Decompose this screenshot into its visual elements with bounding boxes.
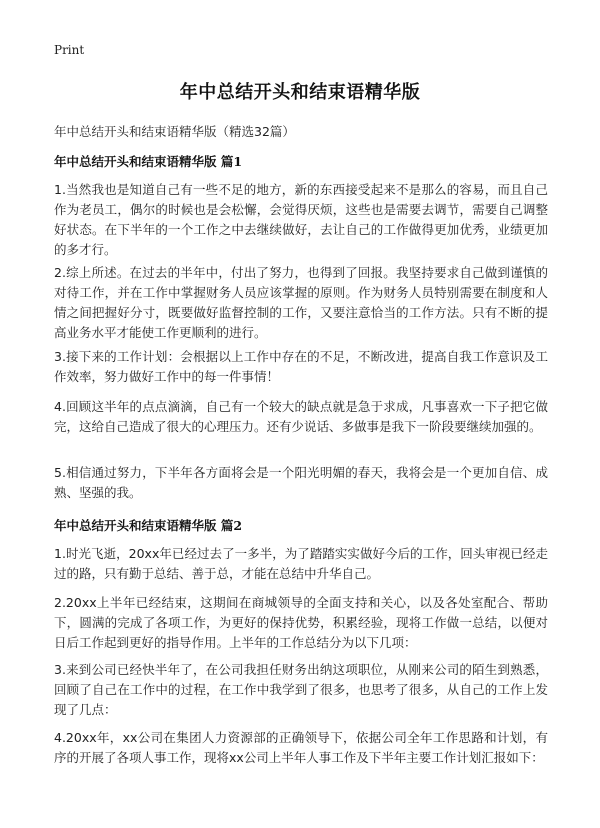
document-subtitle: 年中总结开头和结束语精华版（精选32篇） (54, 124, 295, 139)
paragraph: 5.相信通过努力，下半年各方面将会是一个阳光明媚的春天，我将会是一个更加自信、成熟、坚强的我。 (54, 465, 548, 500)
paragraph: 1.当然我也是知道自己有一些不足的地方，新的东西接受起来不是那么的容易，而且自己作为老员工，偶尔的时候也是会松懈，会觉得厌烦，这些也是需要去调节，需要自己调整好状态。在下半年的一个工作之中去继续做好，去让自己的工作做得更加优秀，业绩更加的多才行。 (54, 182, 548, 257)
paragraph: 3.来到公司已经快半年了，在公司我担任财务出纳这项职位，从刚来公司的陌生到熟悉，回顾了自己在工作中的过程，在工作中我学到了很多，也思考了很多，从自己的工作上发现了几点： (54, 662, 548, 717)
section-heading-2: 年中总结开头和结束语精华版 篇2 (54, 518, 243, 533)
paragraph: 4.20xx年，xx公司在集团人力资源部的正确领导下，依据公司全年工作思路和计划，有序的开展了各项人事工作，现将xx公司上半年人事工作及下半年主要工作计划汇报如下： (54, 730, 548, 765)
section-heading-1: 年中总结开头和结束语精华版 篇1 (54, 154, 243, 169)
paragraph: 4.回顾这半年的点点滴滴，自己有一个较大的缺点就是急于求成，凡事喜欢一下子把它做完，这给自己造成了很大的心理压力。还有少说话、多做事是我下一阶段要继续加强的。 (54, 399, 548, 434)
paragraph: 2.20xx上半年已经结束，这期间在商城领导的全面支持和关心，以及各处室配合、帮助下，圆满的完成了各项工作，为更好的保持优势，积累经验，现将工作做一总结，以便对日后工作起到更好的指导作用。上半年的工作总结分为以下几项： (54, 595, 548, 650)
paragraph: 1.时光飞逝，20xx年已经过去了一多半，为了踏踏实实做好今后的工作，回头审视已经走过的路，只有勤于总结、善于总，才能在总结中升华自己。 (54, 546, 548, 581)
paragraph: 2.综上所述。在过去的半年中，付出了努力，也得到了回报。我坚持要求自己做到谨慎的对待工作，并在工作中掌握财务人员应该掌握的原则。作为财务人员特别需要在制度和人情之间把握好分寸，既要做好监督控制的工作，又要注意恰当的工作方法。只有不断的提高业务水平才能使工作更顺利的进行。 (54, 265, 548, 340)
document-title: 年中总结开头和结束语精华版 (179, 82, 421, 103)
paragraph: 3.接下来的工作计划：会根据以上工作中存在的不足，不断改进，提高自我工作意识及工作效率，努力做好工作中的每一件事情！ (54, 349, 548, 384)
print-label: Print (54, 43, 85, 57)
